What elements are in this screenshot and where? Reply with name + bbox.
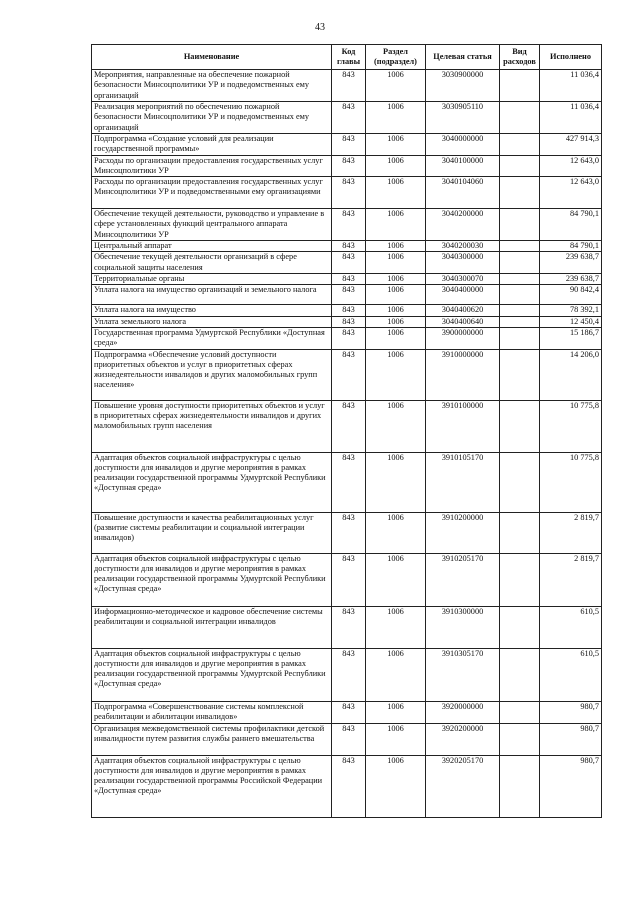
cell-name: Государственная программа Удмуртской Республики «Доступная среда» — [92, 327, 332, 349]
cell-section: 1006 — [366, 400, 426, 452]
cell-code: 843 — [332, 701, 366, 723]
cell-section: 1006 — [366, 305, 426, 316]
cell-type — [500, 70, 540, 102]
cell-amount: 84 790,1 — [540, 209, 602, 241]
page-number: 43 — [315, 22, 325, 33]
cell-target: 3040400620 — [426, 305, 500, 316]
cell-section: 1006 — [366, 155, 426, 177]
cell-section: 1006 — [366, 553, 426, 606]
cell-type — [500, 349, 540, 400]
cell-amount: 980,7 — [540, 723, 602, 755]
cell-section: 1006 — [366, 70, 426, 102]
cell-type — [500, 701, 540, 723]
table-row — [92, 155, 602, 177]
table-row — [92, 606, 602, 648]
cell-type — [500, 400, 540, 452]
table-row — [92, 209, 602, 241]
cell-type — [500, 755, 540, 817]
cell-section: 1006 — [366, 512, 426, 553]
cell-code: 843 — [332, 70, 366, 102]
table-row — [92, 723, 602, 755]
table-header-row — [92, 45, 602, 70]
header-amount: Исполнено — [540, 45, 602, 70]
cell-section: 1006 — [366, 327, 426, 349]
cell-code: 843 — [332, 177, 366, 209]
cell-target: 3920000000 — [426, 701, 500, 723]
cell-name: Обеспечение текущей деятельности, руководство и управление в сфере установленных функций центрального аппарата Минсоцполитики УР — [92, 209, 332, 241]
cell-name: Повышение уровня доступности приоритетных объектов и услуг в приоритетных сферах жизнедеятельности инвалидов и других маломобильных групп населения — [92, 400, 332, 452]
cell-amount: 239 638,7 — [540, 252, 602, 274]
cell-target: 3910305170 — [426, 648, 500, 701]
cell-type — [500, 316, 540, 327]
cell-code: 843 — [332, 553, 366, 606]
table-row — [92, 327, 602, 349]
cell-section: 1006 — [366, 316, 426, 327]
cell-type — [500, 241, 540, 252]
table-row — [92, 316, 602, 327]
cell-code: 843 — [332, 452, 366, 512]
cell-code: 843 — [332, 285, 366, 305]
expenditure-table — [91, 44, 602, 818]
table-row — [92, 553, 602, 606]
cell-code: 843 — [332, 134, 366, 156]
table-row — [92, 252, 602, 274]
cell-section: 1006 — [366, 701, 426, 723]
cell-name: Адаптация объектов социальной инфраструктуры с целью доступности для инвалидов и другие мероприятия в рамках реализации государственной программы Российской Федерации «Доступная среда» — [92, 755, 332, 817]
cell-amount: 2 819,7 — [540, 553, 602, 606]
table-row — [92, 241, 602, 252]
cell-type — [500, 285, 540, 305]
cell-code: 843 — [332, 252, 366, 274]
cell-type — [500, 327, 540, 349]
cell-name: Организация межведомственной системы профилактики детской инвалидности путем развития службы раннего вмешательства — [92, 723, 332, 755]
cell-name: Повышение доступности и качества реабилитационных услуг (развитие системы реабилитации и социальной интеграции инвалидов) — [92, 512, 332, 553]
table-row — [92, 274, 602, 285]
cell-code: 843 — [332, 102, 366, 134]
cell-code: 843 — [332, 327, 366, 349]
cell-code: 843 — [332, 723, 366, 755]
cell-name: Информационно-методическое и кадровое обеспечение системы реабилитации и социальной интеграции инвалидов — [92, 606, 332, 648]
cell-target: 3040400000 — [426, 285, 500, 305]
cell-amount: 980,7 — [540, 701, 602, 723]
table-row — [92, 134, 602, 156]
cell-name: Уплата земельного налога — [92, 316, 332, 327]
cell-name: Подпрограмма «Обеспечение условий доступности приоритетных объектов и услуг в приоритетных сферах жизнедеятельности инвалидов и других маломобильных групп населения» — [92, 349, 332, 400]
cell-target: 3910205170 — [426, 553, 500, 606]
cell-name: Расходы по организации предоставления государственных услуг Минсоцполитики УР — [92, 155, 332, 177]
cell-amount: 980,7 — [540, 755, 602, 817]
cell-target: 3040104060 — [426, 177, 500, 209]
cell-code: 843 — [332, 606, 366, 648]
cell-target: 3910100000 — [426, 400, 500, 452]
cell-section: 1006 — [366, 177, 426, 209]
cell-section: 1006 — [366, 452, 426, 512]
cell-code: 843 — [332, 512, 366, 553]
cell-name: Расходы по организации предоставления государственных услуг Минсоцполитики УР и подведомственными ему организациями — [92, 177, 332, 209]
table-row — [92, 648, 602, 701]
cell-code: 843 — [332, 316, 366, 327]
cell-amount: 239 638,7 — [540, 274, 602, 285]
cell-target: 3030900000 — [426, 70, 500, 102]
cell-target: 3040300070 — [426, 274, 500, 285]
cell-name: Адаптация объектов социальной инфраструктуры с целью доступности для инвалидов и другие мероприятия в рамках реализации государственной программы Удмуртской Республики «Доступная среда» — [92, 452, 332, 512]
table-row — [92, 400, 602, 452]
cell-name: Подпрограмма «Совершенствование системы комплексной реабилитации и абилитации инвалидов» — [92, 701, 332, 723]
cell-target: 3040300000 — [426, 252, 500, 274]
table-row — [92, 349, 602, 400]
cell-amount: 610,5 — [540, 606, 602, 648]
cell-type — [500, 723, 540, 755]
cell-amount: 14 206,0 — [540, 349, 602, 400]
cell-amount: 427 914,3 — [540, 134, 602, 156]
cell-code: 843 — [332, 305, 366, 316]
cell-code: 843 — [332, 241, 366, 252]
cell-type — [500, 305, 540, 316]
cell-name: Территориальные органы — [92, 274, 332, 285]
cell-section: 1006 — [366, 606, 426, 648]
cell-target: 3040200030 — [426, 241, 500, 252]
cell-amount: 78 392,1 — [540, 305, 602, 316]
cell-name: Обеспечение текущей деятельности организаций в сфере социальной защиты населения — [92, 252, 332, 274]
cell-section: 1006 — [366, 274, 426, 285]
cell-target: 3040400640 — [426, 316, 500, 327]
cell-section: 1006 — [366, 285, 426, 305]
cell-type — [500, 134, 540, 156]
cell-code: 843 — [332, 209, 366, 241]
cell-code: 843 — [332, 155, 366, 177]
cell-amount: 12 643,0 — [540, 177, 602, 209]
cell-target: 3920200000 — [426, 723, 500, 755]
table-row — [92, 701, 602, 723]
cell-type — [500, 512, 540, 553]
cell-name: Центральный аппарат — [92, 241, 332, 252]
cell-code: 843 — [332, 349, 366, 400]
table-row — [92, 305, 602, 316]
table-row — [92, 177, 602, 209]
cell-target: 3900000000 — [426, 327, 500, 349]
cell-amount: 15 186,7 — [540, 327, 602, 349]
cell-section: 1006 — [366, 349, 426, 400]
cell-amount: 90 842,4 — [540, 285, 602, 305]
cell-section: 1006 — [366, 648, 426, 701]
cell-section: 1006 — [366, 209, 426, 241]
cell-target: 3910000000 — [426, 349, 500, 400]
table-row — [92, 285, 602, 305]
cell-name: Реализация мероприятий по обеспечению пожарной безопасности Минсоцполитики УР и подведомственных ему организаций — [92, 102, 332, 134]
cell-target: 3910300000 — [426, 606, 500, 648]
cell-code: 843 — [332, 400, 366, 452]
cell-name: Уплата налога на имущество — [92, 305, 332, 316]
cell-code: 843 — [332, 755, 366, 817]
cell-type — [500, 553, 540, 606]
header-code: Код главы — [332, 45, 366, 70]
cell-section: 1006 — [366, 241, 426, 252]
cell-target: 3910105170 — [426, 452, 500, 512]
cell-code: 843 — [332, 648, 366, 701]
table-row — [92, 452, 602, 512]
header-type: Вид расходов — [500, 45, 540, 70]
cell-name: Уплата налога на имущество организаций и земельного налога — [92, 285, 332, 305]
table-row — [92, 102, 602, 134]
header-target: Целевая статья — [426, 45, 500, 70]
cell-amount: 12 643,0 — [540, 155, 602, 177]
cell-amount: 84 790,1 — [540, 241, 602, 252]
cell-target: 3040200000 — [426, 209, 500, 241]
cell-type — [500, 102, 540, 134]
cell-type — [500, 274, 540, 285]
header-section: Раздел (подраздел) — [366, 45, 426, 70]
cell-type — [500, 209, 540, 241]
table-body — [92, 70, 602, 818]
cell-type — [500, 252, 540, 274]
cell-amount: 11 036,4 — [540, 70, 602, 102]
cell-type — [500, 452, 540, 512]
cell-type — [500, 648, 540, 701]
cell-amount: 2 819,7 — [540, 512, 602, 553]
cell-name: Мероприятия, направленные на обеспечение пожарной безопасности Минсоцполитики УР и подведомственных ему организаций — [92, 70, 332, 102]
cell-amount: 10 775,8 — [540, 400, 602, 452]
cell-section: 1006 — [366, 755, 426, 817]
cell-section: 1006 — [366, 723, 426, 755]
cell-name: Адаптация объектов социальной инфраструктуры с целью доступности для инвалидов и другие мероприятия в рамках реализации государственной программы Удмуртской Республики «Доступная среда» — [92, 553, 332, 606]
cell-amount: 11 036,4 — [540, 102, 602, 134]
cell-amount: 10 775,8 — [540, 452, 602, 512]
cell-name: Подпрограмма «Создание условий для реализации государственной программы» — [92, 134, 332, 156]
table-row — [92, 70, 602, 102]
cell-type — [500, 177, 540, 209]
cell-section: 1006 — [366, 252, 426, 274]
cell-amount: 610,5 — [540, 648, 602, 701]
header-name: Наименование — [92, 45, 332, 70]
cell-amount: 12 450,4 — [540, 316, 602, 327]
cell-section: 1006 — [366, 102, 426, 134]
cell-code: 843 — [332, 274, 366, 285]
cell-target: 3040000000 — [426, 134, 500, 156]
cell-name: Адаптация объектов социальной инфраструктуры с целью доступности для инвалидов и другие мероприятия в рамках реализации государственной программы Удмуртской Республики «Доступная среда» — [92, 648, 332, 701]
cell-type — [500, 606, 540, 648]
cell-target: 3040100000 — [426, 155, 500, 177]
cell-target: 3910200000 — [426, 512, 500, 553]
cell-section: 1006 — [366, 134, 426, 156]
table-row — [92, 512, 602, 553]
cell-target: 3920205170 — [426, 755, 500, 817]
cell-type — [500, 155, 540, 177]
cell-target: 3030905110 — [426, 102, 500, 134]
table-row — [92, 755, 602, 817]
